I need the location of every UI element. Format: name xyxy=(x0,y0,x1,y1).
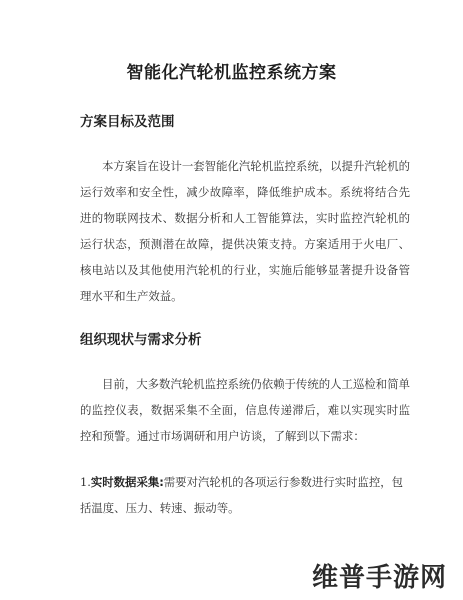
list-item-label: 实时数据采集: xyxy=(90,475,164,489)
list-item-number: 1. xyxy=(80,475,91,489)
document-title: 智能化汽轮机监控系统方案 xyxy=(126,63,337,83)
section-heading-analysis: 组织现状与需求分析 xyxy=(80,332,202,348)
list-item-realtime-data xyxy=(80,469,410,521)
paragraph-analysis: 目前，大多数汽轮机监控系统仍依赖于传统的人工巡检和简单的监控仪表，数据采集不全面，信息传递滞后，难以实现实时监控和预警。通过市场调研和用户访谈，了解到以下需求： xyxy=(80,377,410,443)
section-heading-goals: 方案目标及范围 xyxy=(80,114,175,130)
site-watermark: 维普手游网 xyxy=(311,563,447,593)
list-item-text: 需要对汽轮机的各项运行参数进行实时监控，包括温度、压力、转速、振动等。 xyxy=(80,475,403,515)
paragraph-goals: 本方案旨在设计一套智能化汽轮机监控系统，以提升汽轮机的运行效率和安全性，减少故障率，降低维护成本。系统将结合先进的物联网技术、数据分析和人工智能算法，实时监控汽轮机的运行状态，预测潜在故障，提供决策支持。方案适用于火电厂、核电站以及其他使用汽轮机的行业，实施后能够显著提升设备管理水平和生产效益。 xyxy=(80,159,410,303)
